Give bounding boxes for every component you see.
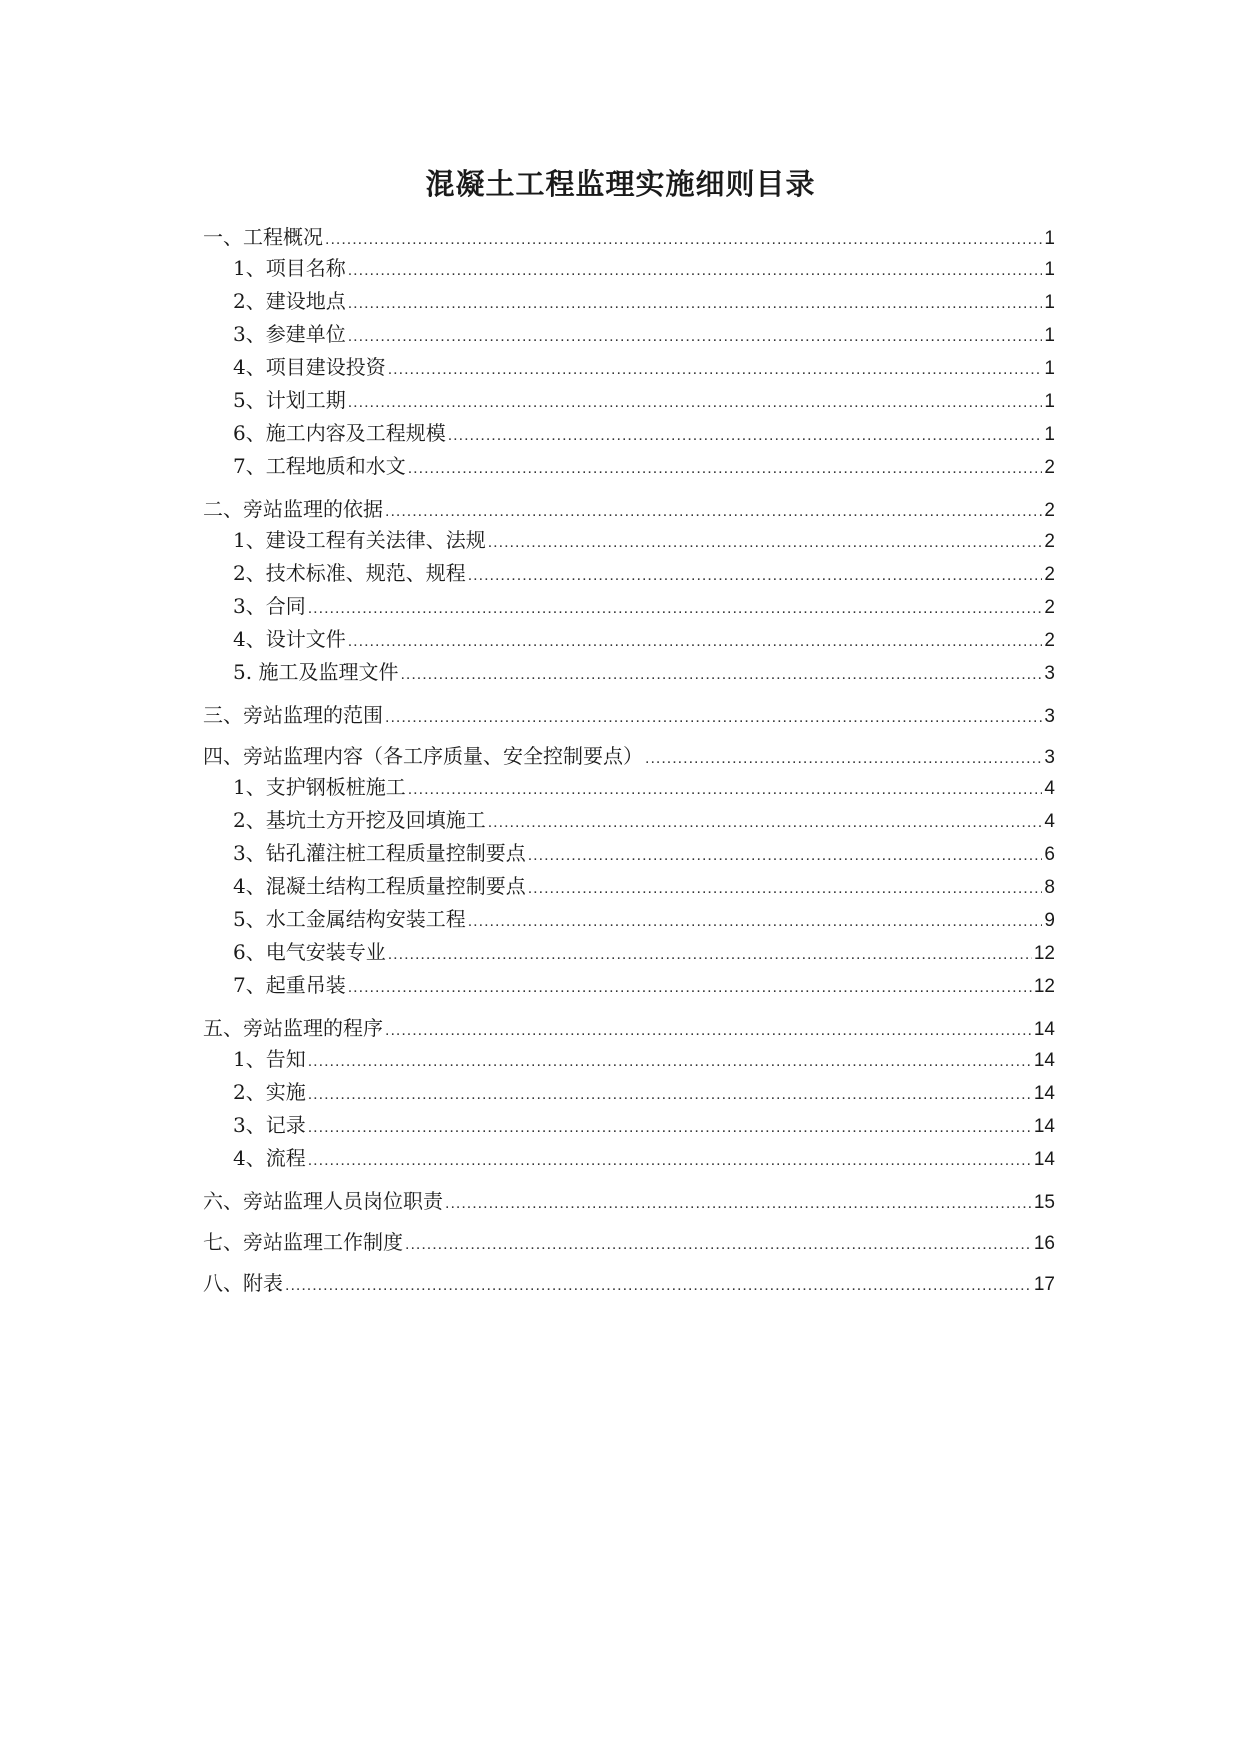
toc-entry-label: 钻孔灌注桩工程质量控制要点 <box>265 841 526 865</box>
toc-dot-leader <box>388 353 1043 386</box>
toc-entry-number: 2、 <box>233 1080 266 1104</box>
toc-subsection-entry[interactable] <box>203 351 1055 384</box>
toc-dot-leader <box>448 419 1043 452</box>
toc-entry-label: 旁站监理的程序 <box>243 1016 383 1040</box>
toc-entry-number: 3、 <box>233 841 266 865</box>
toc-subsection-entry[interactable] <box>203 936 1055 969</box>
toc-page-number: 2 <box>1044 597 1055 618</box>
toc-entry-number: 6、 <box>233 940 266 964</box>
toc-page-number: 12 <box>1033 976 1055 997</box>
toc-page-number: 17 <box>1033 1274 1055 1295</box>
toc-entry-number: 5、 <box>233 907 266 931</box>
toc-dot-leader <box>348 254 1043 287</box>
toc-section-entry[interactable] <box>203 1268 1055 1298</box>
toc-subsection-entry[interactable] <box>203 252 1055 285</box>
toc-entry-label: 混凝土结构工程质量控制要点 <box>265 874 526 898</box>
toc-page-number: 1 <box>1044 358 1055 379</box>
toc-page-number: 6 <box>1044 844 1055 865</box>
toc-entry-label: 旁站监理的范围 <box>243 703 383 727</box>
toc-page-number: 4 <box>1044 778 1055 799</box>
toc-entry-number: 4、 <box>233 874 266 898</box>
toc-dot-leader <box>308 592 1043 625</box>
toc-page-number: 1 <box>1044 259 1055 280</box>
toc-entry-label: 流程 <box>265 1146 306 1170</box>
toc-entry-label: 计划工期 <box>265 388 346 412</box>
toc-dot-leader <box>385 703 1042 733</box>
toc-subsection-entry[interactable] <box>203 318 1055 351</box>
toc-page-number: 14 <box>1033 1116 1055 1137</box>
toc-entry-label: 项目名称 <box>265 256 346 280</box>
toc-page-number: 14 <box>1033 1050 1055 1071</box>
toc-entry-label: 设计文件 <box>265 627 346 651</box>
toc-entry-label: 施工内容及工程规模 <box>265 421 446 445</box>
toc-dot-leader <box>308 1144 1032 1177</box>
toc-entry-number: 一、 <box>203 225 243 249</box>
toc-section-entry[interactable] <box>203 494 1055 524</box>
toc-dot-leader <box>408 773 1043 806</box>
toc-section-entry[interactable] <box>203 1227 1055 1257</box>
toc-entry-label: 建设工程有关法律、法规 <box>265 528 486 552</box>
toc-dot-leader <box>308 1045 1032 1078</box>
toc-entry-label: 工程地质和水文 <box>265 454 406 478</box>
toc-entry-number: 4、 <box>233 1146 266 1170</box>
toc-entry-label: 水工金属结构安装工程 <box>265 907 466 931</box>
toc-dot-leader <box>348 386 1043 419</box>
toc-dot-leader <box>385 1016 1032 1046</box>
toc-subsection-entry[interactable] <box>203 450 1055 483</box>
toc-dot-leader <box>645 744 1042 774</box>
toc-page-number: 4 <box>1044 811 1055 832</box>
toc-page-number: 14 <box>1033 1083 1055 1104</box>
toc-entry-number: 3、 <box>233 322 266 346</box>
toc-dot-leader <box>348 625 1043 658</box>
toc-page-number: 3 <box>1044 706 1055 727</box>
toc-section-entry[interactable] <box>203 1186 1055 1216</box>
toc-subsection-entry[interactable] <box>203 623 1055 656</box>
toc-subsection-entry[interactable] <box>203 903 1055 936</box>
toc-entry-number: 3、 <box>233 594 266 618</box>
toc-entry-number: 1、 <box>233 528 266 552</box>
toc-dot-leader <box>528 872 1043 905</box>
toc-entry-label: 旁站监理的依据 <box>243 497 383 521</box>
toc-entry-number: 5、 <box>233 388 266 412</box>
toc-dot-leader <box>348 320 1043 353</box>
toc-entry-number: 4、 <box>233 355 266 379</box>
page-title: 混凝土工程监理实施细则目录 <box>425 167 816 201</box>
toc-subsection-entry[interactable] <box>203 384 1055 417</box>
toc-entry-label: 参建单位 <box>265 322 346 346</box>
toc-section-entry[interactable] <box>203 1013 1055 1043</box>
toc-entry-label: 记录 <box>265 1113 306 1137</box>
toc-entry-label: 告知 <box>265 1047 306 1071</box>
toc-section-entry[interactable] <box>203 700 1055 730</box>
toc-page-number: 9 <box>1044 910 1055 931</box>
toc-entry-number: 2、 <box>233 289 266 313</box>
toc-entry-number: 四、 <box>203 744 243 768</box>
toc-page-number: 2 <box>1044 564 1055 585</box>
toc-page-number: 3 <box>1044 663 1055 684</box>
toc-subsection-entry[interactable] <box>203 1043 1055 1076</box>
toc-subsection-entry[interactable] <box>203 1076 1055 1109</box>
toc-entry-label: 技术标准、规范、规程 <box>265 561 466 585</box>
toc-section-entry[interactable] <box>203 741 1055 771</box>
toc-subsection-entry[interactable] <box>203 969 1055 1002</box>
toc-entry-number: 1、 <box>233 775 266 799</box>
toc-page-number: 1 <box>1044 292 1055 313</box>
toc-dot-leader <box>388 938 1032 971</box>
toc-entry-number: 7、 <box>233 454 266 478</box>
toc-dot-leader <box>385 497 1042 527</box>
toc-page-number: 3 <box>1044 747 1055 768</box>
toc-entry-label: 实施 <box>265 1080 306 1104</box>
toc-entry-label: 施工及监理文件 <box>258 660 399 684</box>
toc-dot-leader <box>308 1078 1032 1111</box>
toc-section-entry[interactable] <box>203 222 1055 252</box>
toc-subsection-entry[interactable] <box>203 1109 1055 1142</box>
toc-entry-number: 二、 <box>203 497 243 521</box>
toc-subsection-entry[interactable] <box>203 771 1055 804</box>
toc-entry-number: 3、 <box>233 1113 266 1137</box>
toc-dot-leader <box>285 1271 1032 1301</box>
toc-entry-label: 工程概况 <box>243 225 323 249</box>
toc-page-number: 1 <box>1044 424 1055 445</box>
toc-page-number: 1 <box>1044 228 1055 249</box>
toc-dot-leader <box>468 905 1043 938</box>
toc-subsection-entry[interactable] <box>203 557 1055 590</box>
toc-entry-label: 旁站监理内容（各工序质量、安全控制要点） <box>243 744 643 768</box>
toc-entry-label: 基坑土方开挖及回填施工 <box>265 808 486 832</box>
toc-dot-leader <box>468 559 1043 592</box>
toc-page-number: 2 <box>1044 630 1055 651</box>
toc-dot-leader <box>325 225 1042 255</box>
toc-entry-label: 旁站监理人员岗位职责 <box>243 1189 443 1213</box>
toc-dot-leader <box>348 971 1032 1004</box>
toc-entry-number: 2、 <box>233 561 266 585</box>
toc-page-number: 14 <box>1033 1019 1055 1040</box>
toc-dot-leader <box>528 839 1043 872</box>
table-of-contents <box>203 222 1055 1298</box>
toc-subsection-entry[interactable] <box>203 590 1055 623</box>
toc-subsection-entry[interactable] <box>203 804 1055 837</box>
toc-entry-label: 起重吊装 <box>265 973 346 997</box>
toc-dot-leader <box>408 452 1043 485</box>
toc-entry-label: 附表 <box>243 1271 283 1295</box>
toc-page-number: 8 <box>1044 877 1055 898</box>
toc-dot-leader <box>308 1111 1032 1144</box>
toc-entry-number: 1、 <box>233 256 266 280</box>
toc-entry-number: 五、 <box>203 1016 243 1040</box>
toc-entry-number: 三、 <box>203 703 243 727</box>
toc-page-number: 16 <box>1033 1233 1055 1254</box>
toc-entry-number: 6、 <box>233 421 266 445</box>
toc-entry-number: 六、 <box>203 1189 243 1213</box>
toc-dot-leader <box>488 806 1043 839</box>
toc-page-number: 1 <box>1044 391 1055 412</box>
toc-subsection-entry[interactable] <box>203 417 1055 450</box>
toc-dot-leader <box>400 658 1042 691</box>
toc-page-number: 15 <box>1033 1192 1055 1213</box>
toc-subsection-entry[interactable] <box>203 656 1055 689</box>
toc-entry-label: 支护钢板桩施工 <box>265 775 406 799</box>
toc-subsection-entry[interactable] <box>203 524 1055 557</box>
toc-entry-number: 1、 <box>233 1047 266 1071</box>
toc-entry-number: 八、 <box>203 1271 243 1295</box>
toc-subsection-entry[interactable] <box>203 285 1055 318</box>
toc-page-number: 2 <box>1044 457 1055 478</box>
toc-subsection-entry[interactable] <box>203 870 1055 903</box>
toc-page-number: 1 <box>1044 325 1055 346</box>
toc-entry-label: 项目建设投资 <box>265 355 386 379</box>
toc-entry-number: 七、 <box>203 1230 243 1254</box>
toc-subsection-entry[interactable] <box>203 1142 1055 1175</box>
toc-dot-leader <box>488 526 1043 559</box>
toc-page-number: 2 <box>1044 531 1055 552</box>
toc-dot-leader <box>445 1189 1032 1219</box>
toc-page-number: 2 <box>1044 500 1055 521</box>
toc-entry-label: 旁站监理工作制度 <box>243 1230 403 1254</box>
toc-entry-label: 电气安装专业 <box>265 940 386 964</box>
toc-subsection-entry[interactable] <box>203 837 1055 870</box>
toc-entry-label: 建设地点 <box>265 289 346 313</box>
toc-page-number: 14 <box>1033 1149 1055 1170</box>
toc-dot-leader <box>405 1230 1032 1260</box>
toc-entry-number: 7、 <box>233 973 266 997</box>
toc-page-number: 12 <box>1033 943 1055 964</box>
toc-entry-number: 4、 <box>233 627 266 651</box>
toc-dot-leader <box>348 287 1043 320</box>
toc-entry-number: 5. <box>233 660 259 684</box>
toc-entry-label: 合同 <box>265 594 306 618</box>
toc-entry-number: 2、 <box>233 808 266 832</box>
